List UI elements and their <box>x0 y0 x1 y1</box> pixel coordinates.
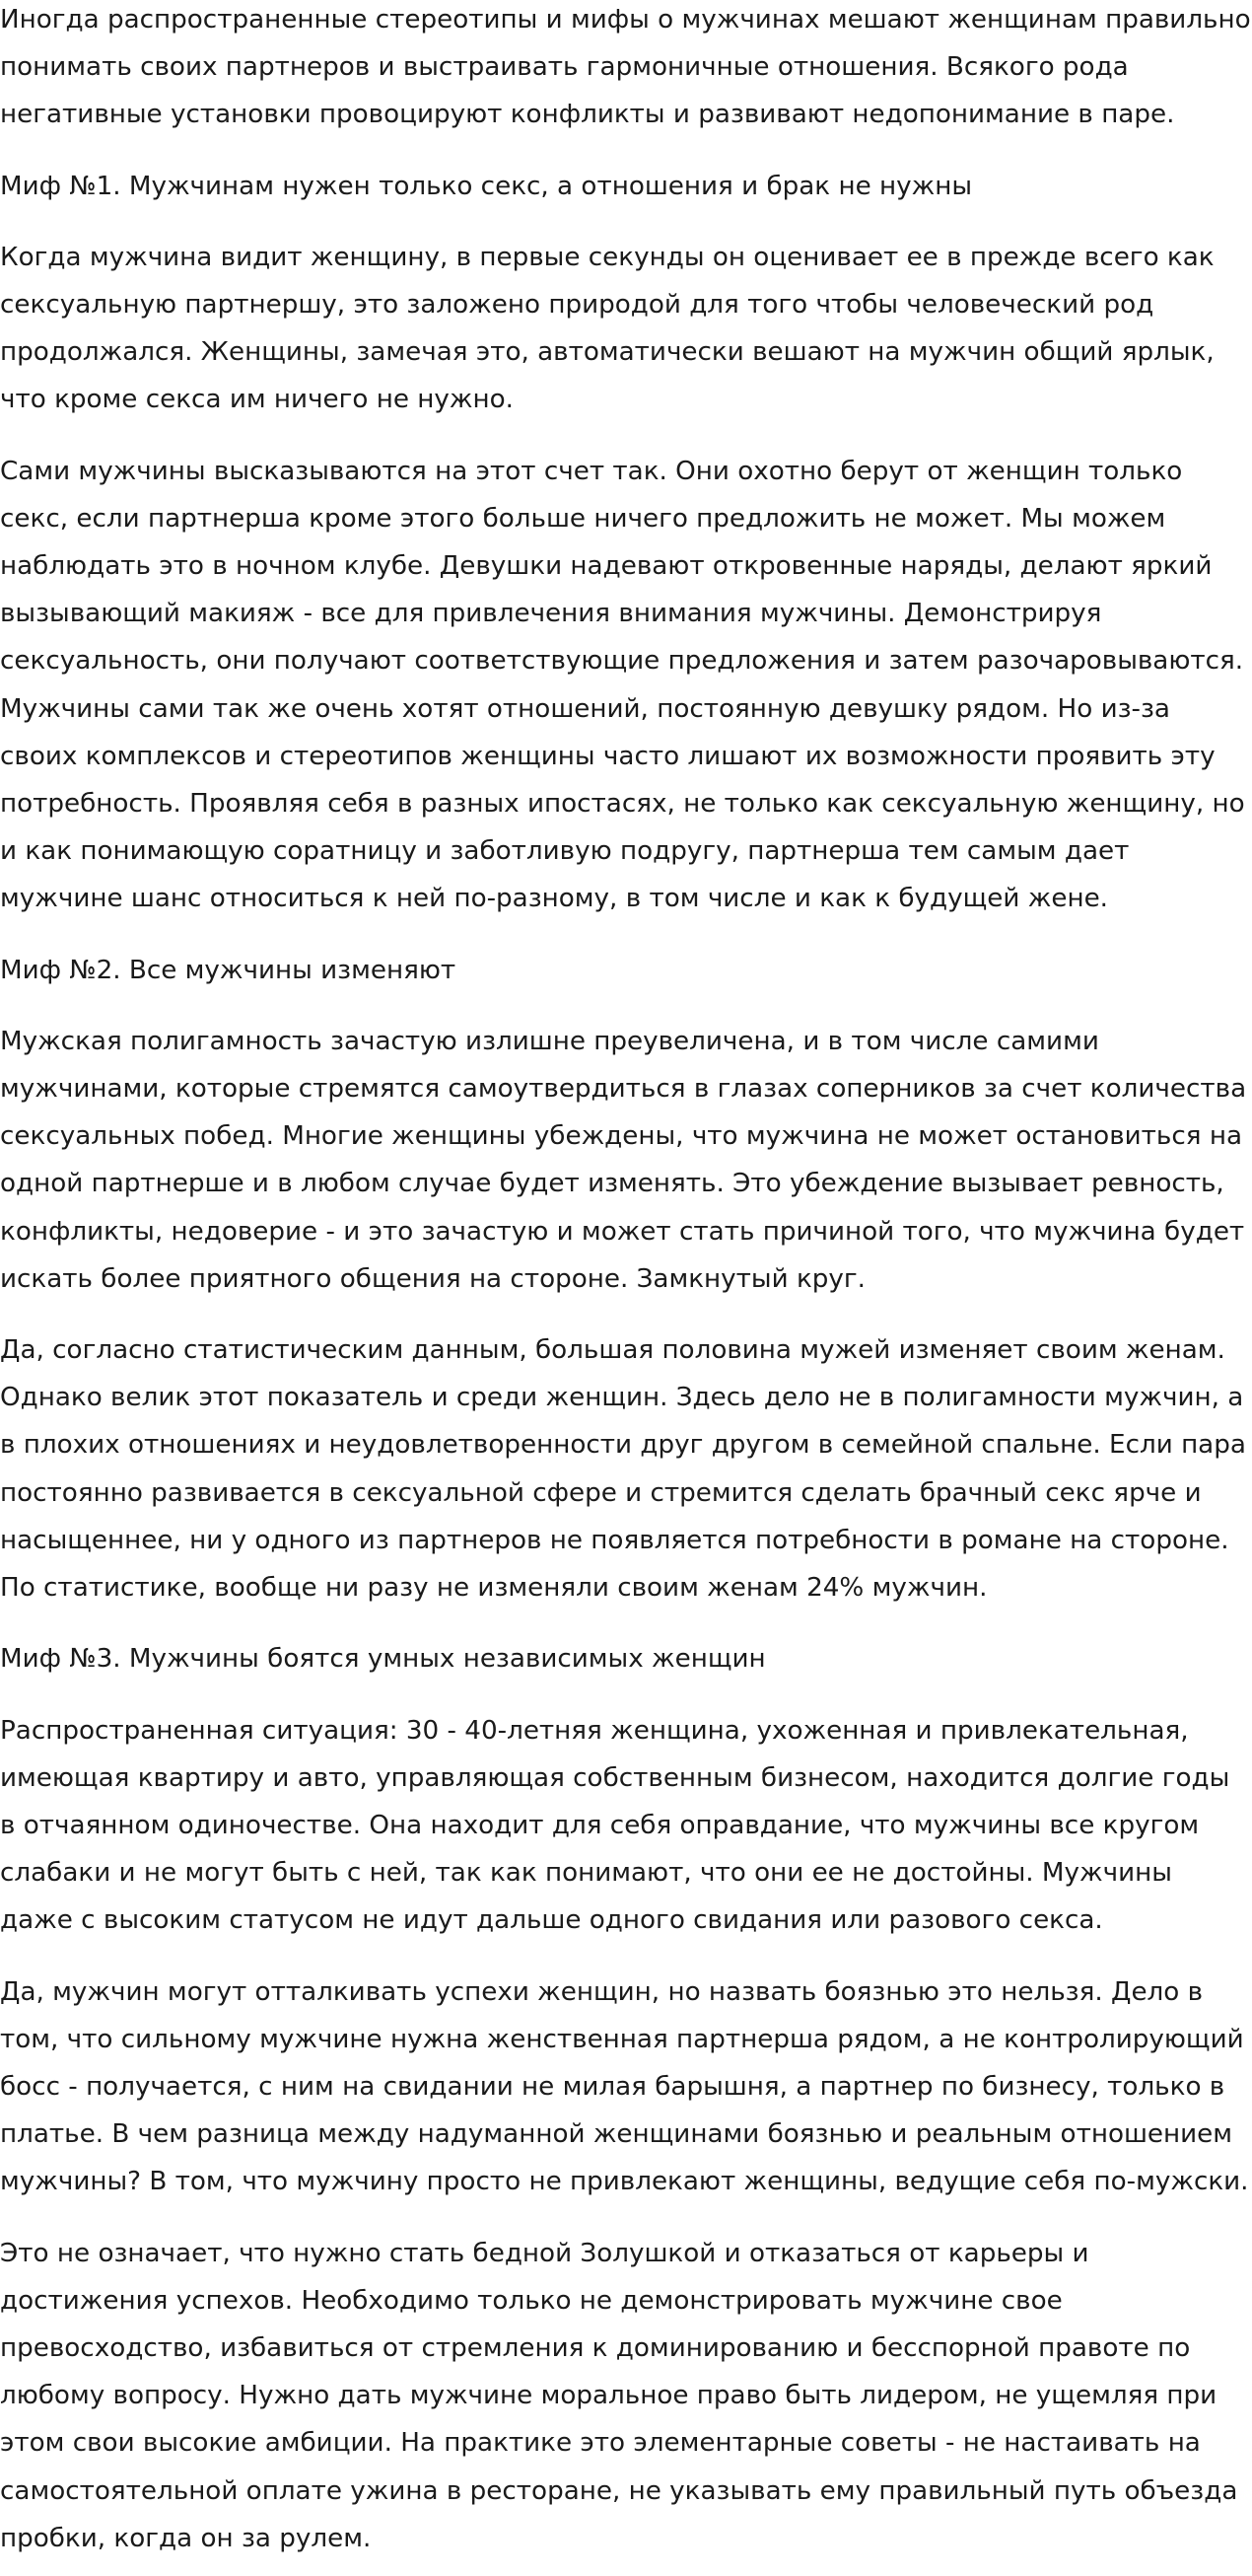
myth-2-heading: Миф №2. Все мужчины изменяют <box>0 955 456 985</box>
intro-paragraph: Иногда распространенные стереотипы и мифы о мужчинах мешают женщинам правильно понимать своих партнеров и выстраивать гармоничные отношения. Всякого рода негативные установки провоцируют конфликты и развивают недопонимание в паре. <box>0 5 1251 130</box>
myth-3-heading: Миф №3. Мужчины боятся умных независимых женщин <box>0 1644 766 1675</box>
myth-1-paragraph-1: Когда мужчина видит женщину, в первые секунды он оценивает ее в прежде всего как сексуальную партнершу, это заложено природой для того чтобы человеческий род продолжался. Женщины, замечая это, автоматически вешают на мужчин общий ярлык, что кроме секса им ничего не нужно. <box>0 242 1215 415</box>
myth-2-paragraph-1: Мужская полигамность зачастую излишне преувеличена, и в том числе самими мужчинами, которые стремятся самоутвердиться в глазах соперников за счет количества сексуальных побед. Многие женщины убеждены, что мужчина не может остановиться на одной партнерше и в любом случае будет изменять. Это убеждение вызывает ревность, конфликты, недоверие - и это зачастую и может стать причиной того, что мужчина будет искать более приятного общения на стороне. Замкнутый круг. <box>0 1026 1247 1294</box>
myth-2-paragraph-2: Да, согласно статистическим данным, большая половина мужей изменяет своим женам. Однако велик этот показатель и среди женщин. Здесь дело не в полигамности мужчин, а в плохих отношениях и неудовлетворенности друг другом в семейной спальне. Если пара постоянно развивается в сексуальной сфере и стремится сделать брачный секс ярче и насыщеннее, ни у одного из партнеров не появляется потребности в романе на стороне. По статистике, вообще ни разу не изменяли своим женам 24% мужчин. <box>0 1335 1246 1604</box>
myth-1-paragraph-2: Сами мужчины высказываются на этот счет так. Они охотно берут от женщин только секс, если партнерша кроме этого больше ничего предложить не может. Мы можем наблюдать это в ночном клубе. Девушки надевают откровенные наряды, делают яркий вызывающий макияж - все для привлечения внимания мужчины. Демонстрируя сексуальность, они получают соответствующие предложения и затем разочаровываются. Мужчины сами так же очень хотят отношений, постоянную девушку рядом. Но из-за своих комплексов и стереотипов женщины часто лишают их возможности проявить эту потребность. Проявляя себя в разных ипостасях, не только как сексуальную женщину, но и как понимающую соратницу и заботливую подругу, партнерша тем самым дает мужчине шанс относиться к ней по-разному, в том числе и как к будущей жене. <box>0 456 1245 914</box>
myth-3-paragraph-3: Это не означает, что нужно стать бедной Золушкой и отказаться от карьеры и достижения успехов. Необходимо только не демонстрировать мужчине свое превосходство, избавиться от стремления к доминированию и бесспорной правоте по любому вопросу. Нужно дать мужчине моральное право быть лидером, не ущемляя при этом свои высокие амбиции. На практике это элементарные советы - не настаивать на самостоятельной оплате ужина в ресторане, не указывать ему правильный путь объезда пробки, когда он за рулем. <box>0 2238 1238 2553</box>
myth-1-heading: Миф №1. Мужчинам нужен только секс, а отношения и брак не нужны <box>0 171 973 201</box>
myth-3-paragraph-1: Распространенная ситуация: 30 - 40-летняя женщина, ухоженная и привлекательная, имеющая квартиру и авто, управляющая собственным бизнесом, находится долгие годы в отчаянном одиночестве. Она находит для себя оправдание, что мужчины все кругом слабаки и не могут быть с ней, так как понимают, что они ее не достойны. Мужчины даже с высоким статусом не идут дальше одного свидания или разового секса. <box>0 1715 1230 1936</box>
myth-3-paragraph-2: Да, мужчин могут отталкивать успехи женщин, но назвать боязнью это нельзя. Дело в том, что сильному мужчине нужна женственная партнерша рядом, а не контролирующий босс - получается, с ним на свидании не милая барышня, а партнер по бизнесу, только в платье. В чем разница между надуманной женщинами боязнью и реальным отношением мужчины? В том, что мужчину просто не привлекают женщины, ведущие себя по-мужски. <box>0 1976 1249 2197</box>
